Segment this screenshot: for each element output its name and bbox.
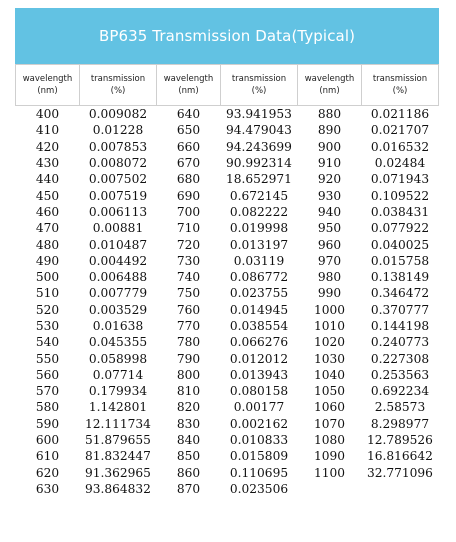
cell-transmission-3 bbox=[362, 481, 439, 497]
cell-wavelength-3: 1080 bbox=[313, 433, 346, 448]
table-row bbox=[16, 106, 439, 123]
cell-wavelength-1: 490 bbox=[35, 253, 60, 268]
cell-transmission-1: 0.00881 bbox=[92, 221, 144, 236]
cell-transmission-1: 0.003529 bbox=[88, 302, 148, 317]
cell-wavelength-1: 600 bbox=[35, 433, 60, 448]
cell-wavelength-2: 800 bbox=[176, 367, 201, 382]
cell-wavelength-1: 470 bbox=[35, 221, 60, 236]
cell-wavelength-2: 860 bbox=[176, 465, 201, 480]
cell-transmission-2: 0.672145 bbox=[229, 188, 289, 203]
cell-wavelength-2: 810 bbox=[176, 384, 201, 399]
cell-wavelength-3: 940 bbox=[317, 204, 342, 219]
cell-transmission-2: 0.013197 bbox=[229, 237, 289, 252]
cell-wavelength-2: 720 bbox=[176, 237, 201, 252]
cell-transmission-3: 12.789526 bbox=[367, 433, 433, 448]
cell-wavelength-2: 640 bbox=[176, 107, 201, 122]
cell-wavelength-3: 930 bbox=[317, 188, 342, 203]
cell-transmission-2: 0.00177 bbox=[233, 400, 285, 415]
cell-transmission-2: 0.082222 bbox=[229, 204, 289, 219]
cell-transmission-1: 0.007502 bbox=[88, 172, 148, 187]
cell-wavelength-1: 400 bbox=[35, 107, 60, 122]
table-body bbox=[16, 106, 439, 498]
cell-transmission-1: 81.832447 bbox=[85, 449, 151, 464]
cell-transmission-3: 0.692234 bbox=[370, 384, 430, 399]
cell-transmission-3: 8.298977 bbox=[370, 416, 430, 431]
cell-transmission-3: 0.016532 bbox=[370, 139, 430, 154]
cell-wavelength-3: 1040 bbox=[313, 367, 346, 382]
cell-wavelength-3: 950 bbox=[317, 221, 342, 236]
cell-transmission-3: 0.240773 bbox=[370, 335, 430, 350]
cell-transmission-3: 0.038431 bbox=[370, 204, 430, 219]
cell-transmission-1: 0.006488 bbox=[88, 270, 148, 285]
cell-transmission-2: 0.014945 bbox=[229, 302, 289, 317]
cell-transmission-2: 0.080158 bbox=[229, 384, 289, 399]
table-row bbox=[16, 122, 439, 138]
cell-wavelength-2: 770 bbox=[176, 319, 201, 333]
table-row bbox=[16, 187, 439, 203]
cell-wavelength-2: 710 bbox=[176, 221, 201, 236]
header-wavelength-2: wavelength (nm) bbox=[157, 65, 221, 106]
table-row bbox=[16, 204, 439, 220]
cell-transmission-1: 0.006113 bbox=[88, 204, 148, 219]
table-row bbox=[16, 253, 439, 269]
cell-wavelength-1: 410 bbox=[35, 123, 60, 138]
cell-transmission-2: 90.992314 bbox=[226, 156, 292, 171]
cell-transmission-3: 0.040025 bbox=[370, 237, 430, 252]
cell-wavelength-1: 610 bbox=[35, 449, 60, 464]
table-row bbox=[16, 171, 439, 187]
cell-transmission-3: 0.071943 bbox=[370, 172, 430, 187]
table-row bbox=[16, 220, 439, 236]
cell-wavelength-2: 850 bbox=[176, 449, 201, 464]
header-transmission-2: transmission (%) bbox=[221, 65, 298, 106]
table-row bbox=[16, 399, 439, 415]
cell-wavelength-1: 570 bbox=[35, 384, 60, 399]
cell-wavelength-1: 530 bbox=[35, 319, 60, 333]
table-row bbox=[16, 448, 439, 464]
cell-transmission-1: 0.009082 bbox=[88, 107, 148, 122]
cell-transmission-3: 0.109522 bbox=[370, 188, 430, 203]
cell-wavelength-3: 990 bbox=[317, 286, 342, 301]
table-row bbox=[16, 285, 439, 301]
cell-transmission-2: 0.002162 bbox=[229, 416, 289, 431]
cell-wavelength-1: 480 bbox=[35, 237, 60, 252]
cell-transmission-3: 32.771096 bbox=[367, 465, 433, 480]
cell-wavelength-3: 1090 bbox=[313, 449, 346, 464]
cell-transmission-1: 0.179934 bbox=[88, 384, 148, 399]
cell-transmission-3: 0.370777 bbox=[370, 302, 430, 317]
cell-transmission-2: 0.012012 bbox=[229, 351, 289, 366]
cell-wavelength-2: 840 bbox=[176, 433, 201, 448]
cell-transmission-3: 0.02484 bbox=[374, 156, 426, 171]
cell-wavelength-1: 550 bbox=[35, 351, 60, 366]
cell-wavelength-2: 870 bbox=[176, 481, 201, 496]
cell-transmission-1: 0.010487 bbox=[88, 237, 148, 252]
cell-transmission-2: 0.066276 bbox=[229, 335, 289, 350]
cell-transmission-1: 0.01638 bbox=[92, 319, 144, 333]
cell-transmission-2: 0.019998 bbox=[229, 221, 289, 236]
cell-transmission-3: 0.144198 bbox=[370, 319, 430, 333]
table-row bbox=[16, 236, 439, 252]
cell-transmission-1: 0.07714 bbox=[92, 367, 144, 382]
cell-wavelength-3: 880 bbox=[317, 107, 342, 122]
cell-wavelength-2: 790 bbox=[176, 351, 201, 366]
table-row bbox=[16, 367, 439, 383]
cell-wavelength-3: 1020 bbox=[313, 335, 346, 350]
cell-transmission-3: 0.253563 bbox=[370, 367, 430, 382]
cell-transmission-1: 0.058998 bbox=[88, 351, 148, 366]
cell-transmission-2: 0.015809 bbox=[229, 449, 289, 464]
cell-wavelength-3: 960 bbox=[317, 237, 342, 252]
cell-wavelength-1: 500 bbox=[35, 270, 60, 285]
cell-wavelength-3: 1060 bbox=[313, 400, 346, 415]
table-row bbox=[16, 302, 439, 318]
transmission-data-sheet bbox=[15, 8, 439, 497]
cell-transmission-1: 0.01228 bbox=[92, 123, 144, 138]
cell-wavelength-2: 830 bbox=[176, 416, 201, 431]
cell-wavelength-3: 900 bbox=[317, 139, 342, 154]
cell-wavelength-2: 680 bbox=[176, 172, 201, 187]
cell-wavelength-1: 630 bbox=[35, 481, 60, 496]
cell-wavelength-1: 450 bbox=[35, 188, 60, 203]
cell-transmission-1: 0.004492 bbox=[88, 253, 148, 268]
cell-wavelength-3 bbox=[298, 481, 362, 497]
cell-wavelength-1: 520 bbox=[35, 302, 60, 317]
cell-transmission-3: 0.021707 bbox=[370, 123, 430, 138]
cell-wavelength-1: 440 bbox=[35, 172, 60, 187]
cell-wavelength-1: 580 bbox=[35, 400, 60, 415]
cell-transmission-1: 0.007853 bbox=[88, 139, 148, 154]
cell-wavelength-2: 690 bbox=[176, 188, 201, 203]
cell-wavelength-1: 420 bbox=[35, 139, 60, 154]
cell-wavelength-2: 700 bbox=[176, 204, 201, 219]
table-row bbox=[16, 334, 439, 350]
cell-transmission-2: 0.038554 bbox=[229, 319, 289, 333]
table-row bbox=[16, 416, 439, 432]
cell-wavelength-1: 460 bbox=[35, 204, 60, 219]
cell-wavelength-3: 980 bbox=[317, 270, 342, 285]
cell-wavelength-3: 1070 bbox=[313, 416, 346, 431]
cell-transmission-2: 0.110695 bbox=[229, 465, 289, 480]
header-transmission-3: transmission (%) bbox=[362, 65, 439, 106]
cell-transmission-2: 0.086772 bbox=[229, 270, 289, 285]
cell-transmission-3: 16.816642 bbox=[367, 449, 433, 464]
cell-transmission-3: 0.077922 bbox=[370, 221, 430, 236]
cell-transmission-3: 0.346472 bbox=[370, 286, 430, 301]
cell-transmission-2: 94.479043 bbox=[226, 123, 292, 138]
header-row bbox=[16, 65, 439, 106]
cell-wavelength-3: 1100 bbox=[313, 465, 346, 480]
transmission-table bbox=[15, 64, 439, 497]
cell-wavelength-1: 540 bbox=[35, 335, 60, 350]
cell-transmission-3: 0.015758 bbox=[370, 253, 430, 268]
cell-transmission-2: 0.03119 bbox=[233, 253, 285, 268]
table-row bbox=[16, 432, 439, 448]
table-row bbox=[16, 465, 439, 481]
cell-transmission-1: 12.111734 bbox=[85, 416, 151, 431]
table-title: BP635 Transmission Data(Typical) bbox=[15, 8, 439, 64]
cell-transmission-1: 93.864832 bbox=[85, 481, 151, 496]
table-row bbox=[16, 318, 439, 334]
cell-wavelength-3: 920 bbox=[317, 172, 342, 187]
cell-transmission-2: 93.941953 bbox=[226, 107, 292, 122]
cell-wavelength-2: 780 bbox=[176, 335, 201, 350]
cell-wavelength-1: 430 bbox=[35, 156, 60, 171]
cell-transmission-2: 0.023506 bbox=[229, 481, 289, 496]
header-wavelength-3: wavelength (nm) bbox=[298, 65, 362, 106]
cell-wavelength-2: 730 bbox=[176, 253, 201, 268]
header-wavelength-1: wavelength (nm) bbox=[16, 65, 80, 106]
header-transmission-1: transmission (%) bbox=[80, 65, 157, 106]
cell-wavelength-2: 750 bbox=[176, 286, 201, 301]
table-row bbox=[16, 155, 439, 171]
cell-wavelength-2: 670 bbox=[176, 156, 201, 171]
cell-wavelength-3: 1000 bbox=[313, 302, 346, 317]
cell-wavelength-3: 890 bbox=[317, 123, 342, 138]
cell-transmission-1: 0.045355 bbox=[88, 335, 148, 350]
cell-wavelength-1: 510 bbox=[35, 286, 60, 301]
cell-transmission-1: 51.879655 bbox=[85, 433, 151, 448]
cell-transmission-1: 0.008072 bbox=[88, 156, 148, 171]
cell-wavelength-1: 590 bbox=[35, 416, 60, 431]
cell-wavelength-3: 1030 bbox=[313, 351, 346, 366]
cell-wavelength-3: 910 bbox=[317, 156, 342, 171]
table-row bbox=[16, 350, 439, 366]
cell-wavelength-2: 740 bbox=[176, 270, 201, 285]
cell-transmission-3: 0.227308 bbox=[370, 351, 430, 366]
cell-wavelength-1: 560 bbox=[35, 367, 60, 382]
cell-wavelength-3: 970 bbox=[317, 253, 342, 268]
cell-wavelength-3: 1050 bbox=[313, 384, 346, 399]
cell-transmission-1: 1.142801 bbox=[88, 400, 148, 415]
cell-transmission-3: 2.58573 bbox=[374, 400, 426, 415]
table-row bbox=[16, 383, 439, 399]
cell-transmission-2: 0.023755 bbox=[229, 286, 289, 301]
cell-wavelength-1: 620 bbox=[35, 465, 60, 480]
table-row bbox=[16, 269, 439, 285]
cell-transmission-1: 91.362965 bbox=[85, 465, 151, 480]
cell-transmission-1: 0.007519 bbox=[88, 188, 148, 203]
cell-wavelength-2: 820 bbox=[176, 400, 201, 415]
cell-wavelength-3: 1010 bbox=[313, 319, 346, 333]
cell-transmission-3: 0.138149 bbox=[370, 270, 430, 285]
cell-transmission-2: 0.010833 bbox=[229, 433, 289, 448]
cell-wavelength-2: 760 bbox=[176, 302, 201, 317]
cell-transmission-3: 0.021186 bbox=[370, 107, 430, 122]
cell-transmission-2: 18.652971 bbox=[226, 172, 292, 187]
cell-transmission-1: 0.007779 bbox=[88, 286, 148, 301]
cell-wavelength-2: 660 bbox=[176, 139, 201, 154]
cell-transmission-2: 94.243699 bbox=[226, 139, 292, 154]
cell-transmission-2: 0.013943 bbox=[229, 367, 289, 382]
table-row bbox=[16, 139, 439, 155]
cell-wavelength-2: 650 bbox=[176, 123, 201, 138]
table-row bbox=[16, 481, 439, 497]
